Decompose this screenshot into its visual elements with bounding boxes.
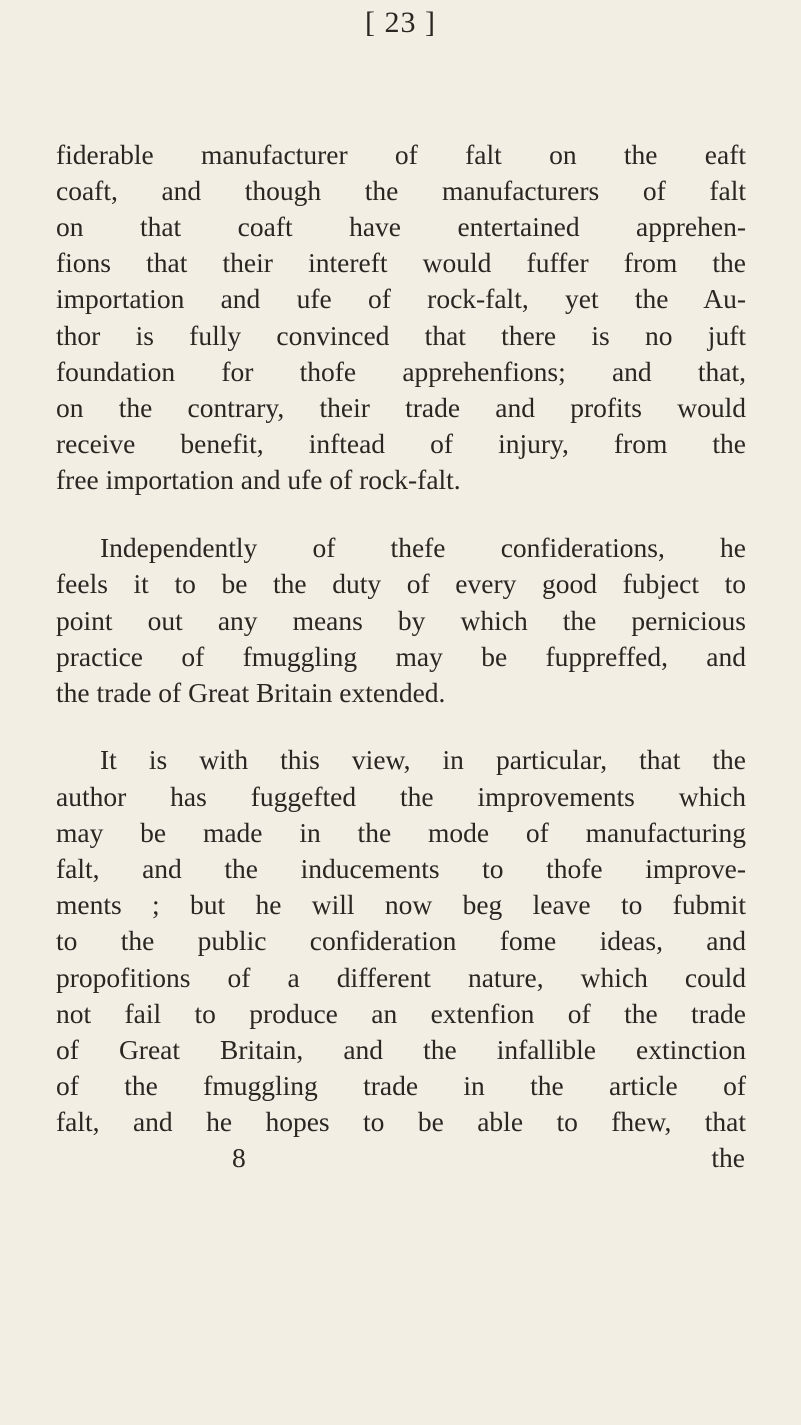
text-line: feels it to be the duty of every good fubject to <box>56 568 746 599</box>
text-line: coaft, and though the manufacturers of falt <box>56 175 746 206</box>
text-line: point out any means by which the pernicious <box>56 605 746 636</box>
signature-mark: 8 <box>232 1142 246 1173</box>
text-line: of the fmuggling trade in the article of <box>56 1070 746 1101</box>
page-number: [ 23 ] <box>365 6 436 39</box>
text-line: thor is fully convinced that there is no juft <box>56 320 746 351</box>
text-line: ments ; but he will now beg leave to fubmit <box>56 889 746 920</box>
text-line: on that coaft have entertained apprehen- <box>56 211 746 242</box>
text-line: may be made in the mode of manufacturing <box>56 817 746 848</box>
text-line: falt, and the inducements to thofe improve- <box>56 853 746 884</box>
text-line: to the public confideration fome ideas, and <box>56 925 746 956</box>
text-line: receive benefit, inftead of injury, from the <box>56 428 746 459</box>
text-line: foundation for thofe apprehenfions; and that, <box>56 356 746 387</box>
text-line: free importation and ufe of rock-falt. <box>56 464 461 495</box>
text-line: of Great Britain, and the infallible extinction <box>56 1034 746 1065</box>
text-line: Independently of thefe confiderations, he <box>100 532 746 563</box>
text-line: author has fuggefted the improvements which <box>56 781 746 812</box>
text-line: the trade of Great Britain extended. <box>56 677 446 708</box>
text-line: propofitions of a different nature, which could <box>56 962 746 993</box>
text-line: not fail to produce an extenfion of the trade <box>56 998 746 1029</box>
text-line: fions that their intereft would fuffer from the <box>56 247 746 278</box>
page-footer <box>0 1140 801 1176</box>
catchword: the <box>711 1142 745 1173</box>
text-line: on the contrary, their trade and profits would <box>56 392 746 423</box>
text-line: importation and ufe of rock-falt, yet the Au- <box>56 283 746 314</box>
text-line: It is with this view, in particular, that the <box>100 744 746 775</box>
text-line: practice of fmuggling may be fuppreffed, and <box>56 641 746 672</box>
text-line: falt, and he hopes to be able to fhew, that <box>56 1106 746 1137</box>
text-line: fiderable manufacturer of falt on the eaft <box>56 139 746 170</box>
